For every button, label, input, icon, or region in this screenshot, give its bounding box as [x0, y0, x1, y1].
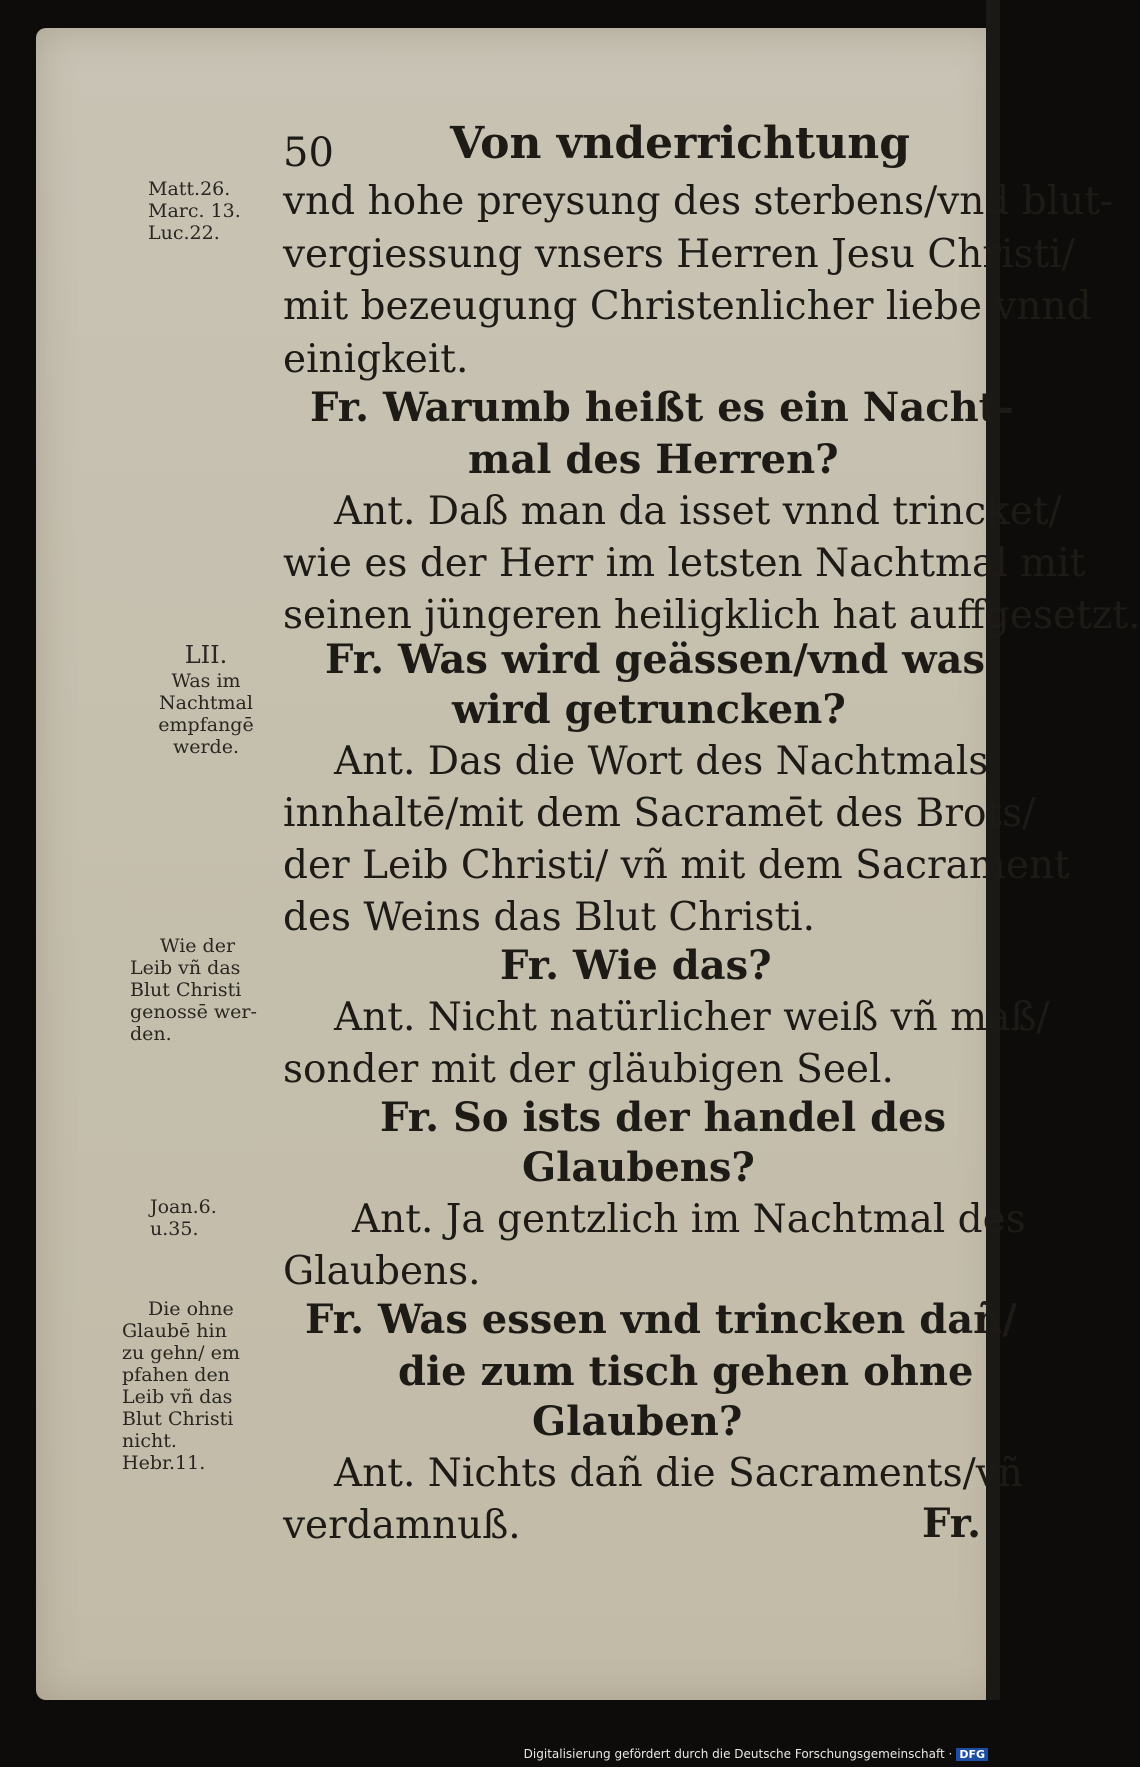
margin-line: empfangē — [158, 714, 254, 736]
question-line: Fr. Warumb heißt es ein Nacht- — [310, 384, 1014, 431]
text-line: verdamnuß. — [283, 1503, 521, 1548]
margin-line: Blut Christi — [122, 1408, 234, 1430]
page-number: 50 — [283, 130, 334, 176]
text-line: seinen jüngeren heiligklich hat auffgesetzt. — [283, 593, 1140, 638]
margin-line: Die ohne — [148, 1298, 234, 1320]
margin-line: Marc. 13. — [148, 200, 241, 222]
question-line: Fr. Was wird geässen/vnd was — [325, 636, 985, 683]
credit-text: Digitalisierung gefördert durch die Deutsche Forschungsgemeinschaft · — [523, 1747, 953, 1761]
margin-line: Hebr.11. — [122, 1452, 206, 1474]
margin-line: Was im — [171, 670, 241, 692]
margin-note-unbelievers — [122, 1298, 240, 1474]
running-title: Von vnderrichtung — [450, 118, 911, 169]
margin-line: Glaubē hin — [122, 1320, 227, 1342]
margin-line: zu gehn/ em — [122, 1342, 240, 1364]
question-line: Fr. So ists der handel des — [380, 1094, 947, 1141]
margin-line: LII. — [184, 641, 228, 669]
margin-line: Luc.22. — [148, 222, 220, 244]
margin-note-john — [150, 1196, 217, 1240]
question-line: die zum tisch gehen ohne — [398, 1348, 974, 1395]
margin-line: Leib vñ das — [122, 1386, 233, 1408]
text-line: vnd hohe preysung des sterbens/vnd blut- — [283, 179, 1114, 224]
dfg-logo: DFG — [956, 1748, 988, 1761]
question-line: Fr. Wie das? — [500, 942, 772, 989]
text-line: sonder mit der gläubigen Seel. — [283, 1047, 894, 1092]
text-line: innhaltē/mit dem Sacramēt des Brots/ — [283, 791, 1036, 836]
text-line: einigkeit. — [283, 337, 469, 382]
digitization-credit — [524, 1747, 988, 1761]
margin-line: Blut Christi — [130, 979, 242, 1001]
answer-line: Ant. Daß man da isset vnnd trincket/ — [334, 489, 1062, 534]
margin-line: Joan.6. — [150, 1196, 217, 1218]
margin-note-lii — [146, 640, 266, 758]
text-line: Glaubens. — [283, 1249, 481, 1294]
question-line: wird getruncken? — [452, 686, 846, 733]
answer-line: Ant. Das die Wort des Nachtmals — [334, 739, 989, 784]
question-line: Glaubens? — [522, 1144, 755, 1191]
question-line: Glauben? — [532, 1398, 743, 1445]
answer-line: Ant. Nicht natürlicher weiß vñ maß/ — [334, 995, 1050, 1040]
text-line: mit bezeugung Christenlicher liebe vnnd — [283, 284, 1092, 329]
answer-line: Ant. Ja gentzlich im Nachtmal des — [352, 1197, 1026, 1242]
margin-note-gospels — [148, 178, 241, 244]
margin-line: werde. — [172, 736, 240, 758]
margin-line: Wie der — [160, 935, 236, 957]
margin-line: u.35. — [150, 1218, 199, 1240]
catchword: Fr. — [922, 1500, 982, 1547]
margin-line: pfahen den — [122, 1364, 230, 1386]
margin-line: genossē wer- — [130, 1001, 257, 1023]
question-line: mal des Herren? — [468, 436, 839, 483]
margin-note-body-blood — [130, 935, 257, 1045]
text-line: wie es der Herr im letsten Nachtmal mit — [283, 541, 1086, 586]
question-line: Fr. Was essen vnd trincken dañ/ — [305, 1296, 1017, 1343]
text-line: der Leib Christi/ vñ mit dem Sacrament — [283, 843, 1070, 888]
margin-line: den. — [130, 1023, 172, 1045]
text-line: des Weins das Blut Christi. — [283, 895, 816, 940]
text-line: vergiessung vnsers Herren Jesu Christi/ — [283, 232, 1075, 277]
answer-line: Ant. Nichts dañ die Sacraments/vñ — [334, 1451, 1023, 1496]
margin-line: Nachtmal — [159, 692, 253, 714]
margin-line: Matt.26. — [148, 178, 231, 200]
margin-line: Leib vñ das — [130, 957, 241, 979]
margin-line: nicht. — [122, 1430, 177, 1452]
